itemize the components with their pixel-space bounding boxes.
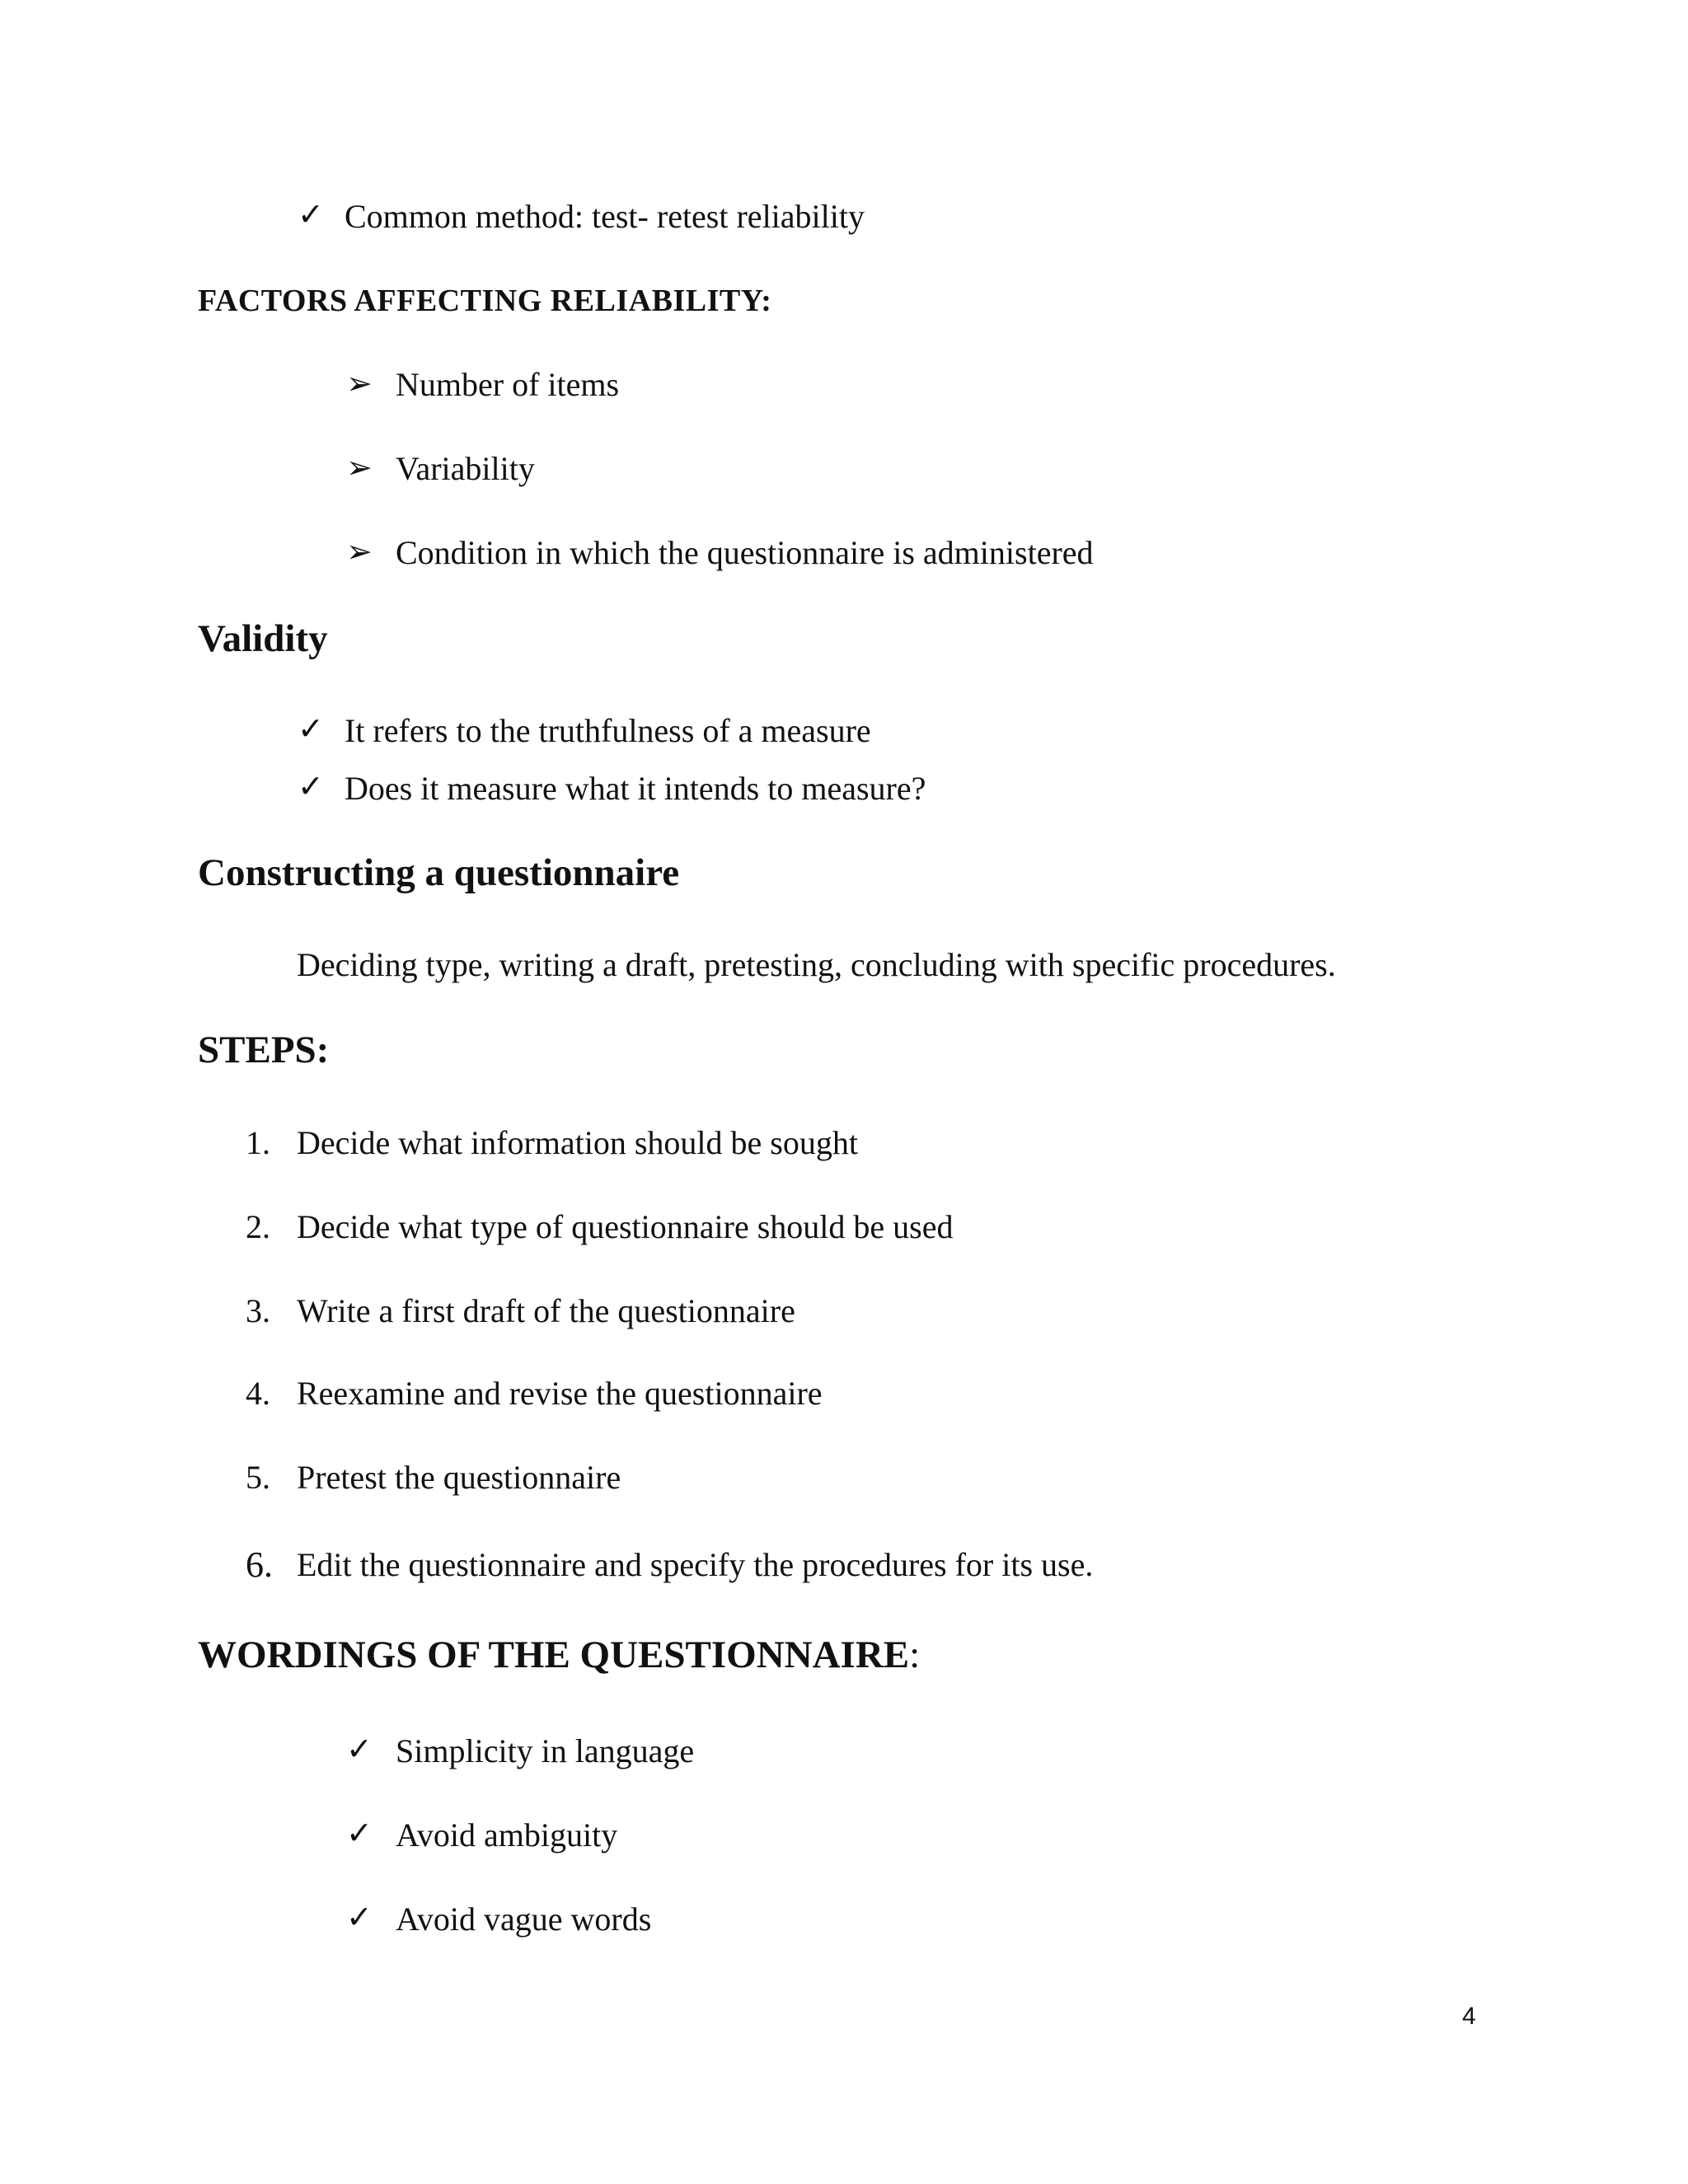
checkmark-icon: ✓ [298, 770, 324, 804]
arrowhead-bullet-icon: ➢ [346, 367, 373, 401]
step-text: Pretest the questionnaire [297, 1459, 621, 1496]
steps-heading: STEPS: [198, 1029, 330, 1071]
step-text: Decide what type of questionnaire should be used [297, 1208, 954, 1245]
step-number: 2. [246, 1208, 270, 1245]
constructing-heading: Constructing a questionnaire [198, 851, 680, 894]
validity-item: Does it measure what it intends to measure? [345, 770, 926, 807]
wording-item: Avoid vague words [396, 1900, 652, 1938]
wordings-heading [198, 1633, 921, 1676]
step-text: Write a first draft of the questionnaire [297, 1292, 795, 1329]
step-text: Decide what information should be sought [297, 1124, 858, 1161]
constructing-description: Deciding type, writing a draft, pretesting, concluding with specific procedures. [297, 946, 1336, 983]
factors-heading: FACTORS AFFECTING RELIABILITY: [198, 284, 772, 318]
step-number: 6. [246, 1544, 273, 1585]
checkmark-icon: ✓ [346, 1900, 373, 1935]
step-number: 1. [246, 1124, 270, 1161]
wording-item: Avoid ambiguity [396, 1816, 618, 1854]
factor-item: Number of items [396, 366, 620, 403]
checkmark-icon: ✓ [298, 712, 324, 747]
page-number: 4 [1462, 2003, 1476, 2030]
reliability-method-item: Common method: test- retest reliability [345, 198, 865, 235]
step-text: Edit the questionnaire and specify the procedures for its use. [297, 1546, 1094, 1583]
factor-item: Condition in which the questionnaire is administered [396, 534, 1094, 571]
wordings-heading-text: WORDINGS OF THE QUESTIONNAIRE [198, 1633, 910, 1676]
checkmark-icon: ✓ [346, 1816, 373, 1851]
step-number: 3. [246, 1292, 270, 1329]
wordings-heading-colon: : [909, 1633, 921, 1676]
arrowhead-bullet-icon: ➢ [346, 535, 373, 569]
step-text: Reexamine and revise the questionnaire [297, 1375, 823, 1412]
wording-item: Simplicity in language [396, 1732, 695, 1769]
validity-heading: Validity [198, 617, 328, 660]
validity-item: It refers to the truthfulness of a measure [345, 712, 871, 749]
step-number: 4. [246, 1375, 270, 1412]
checkmark-icon: ✓ [298, 198, 324, 232]
checkmark-icon: ✓ [346, 1732, 373, 1767]
arrowhead-bullet-icon: ➢ [346, 451, 373, 485]
factor-item: Variability [396, 450, 535, 487]
step-number: 5. [246, 1459, 270, 1496]
